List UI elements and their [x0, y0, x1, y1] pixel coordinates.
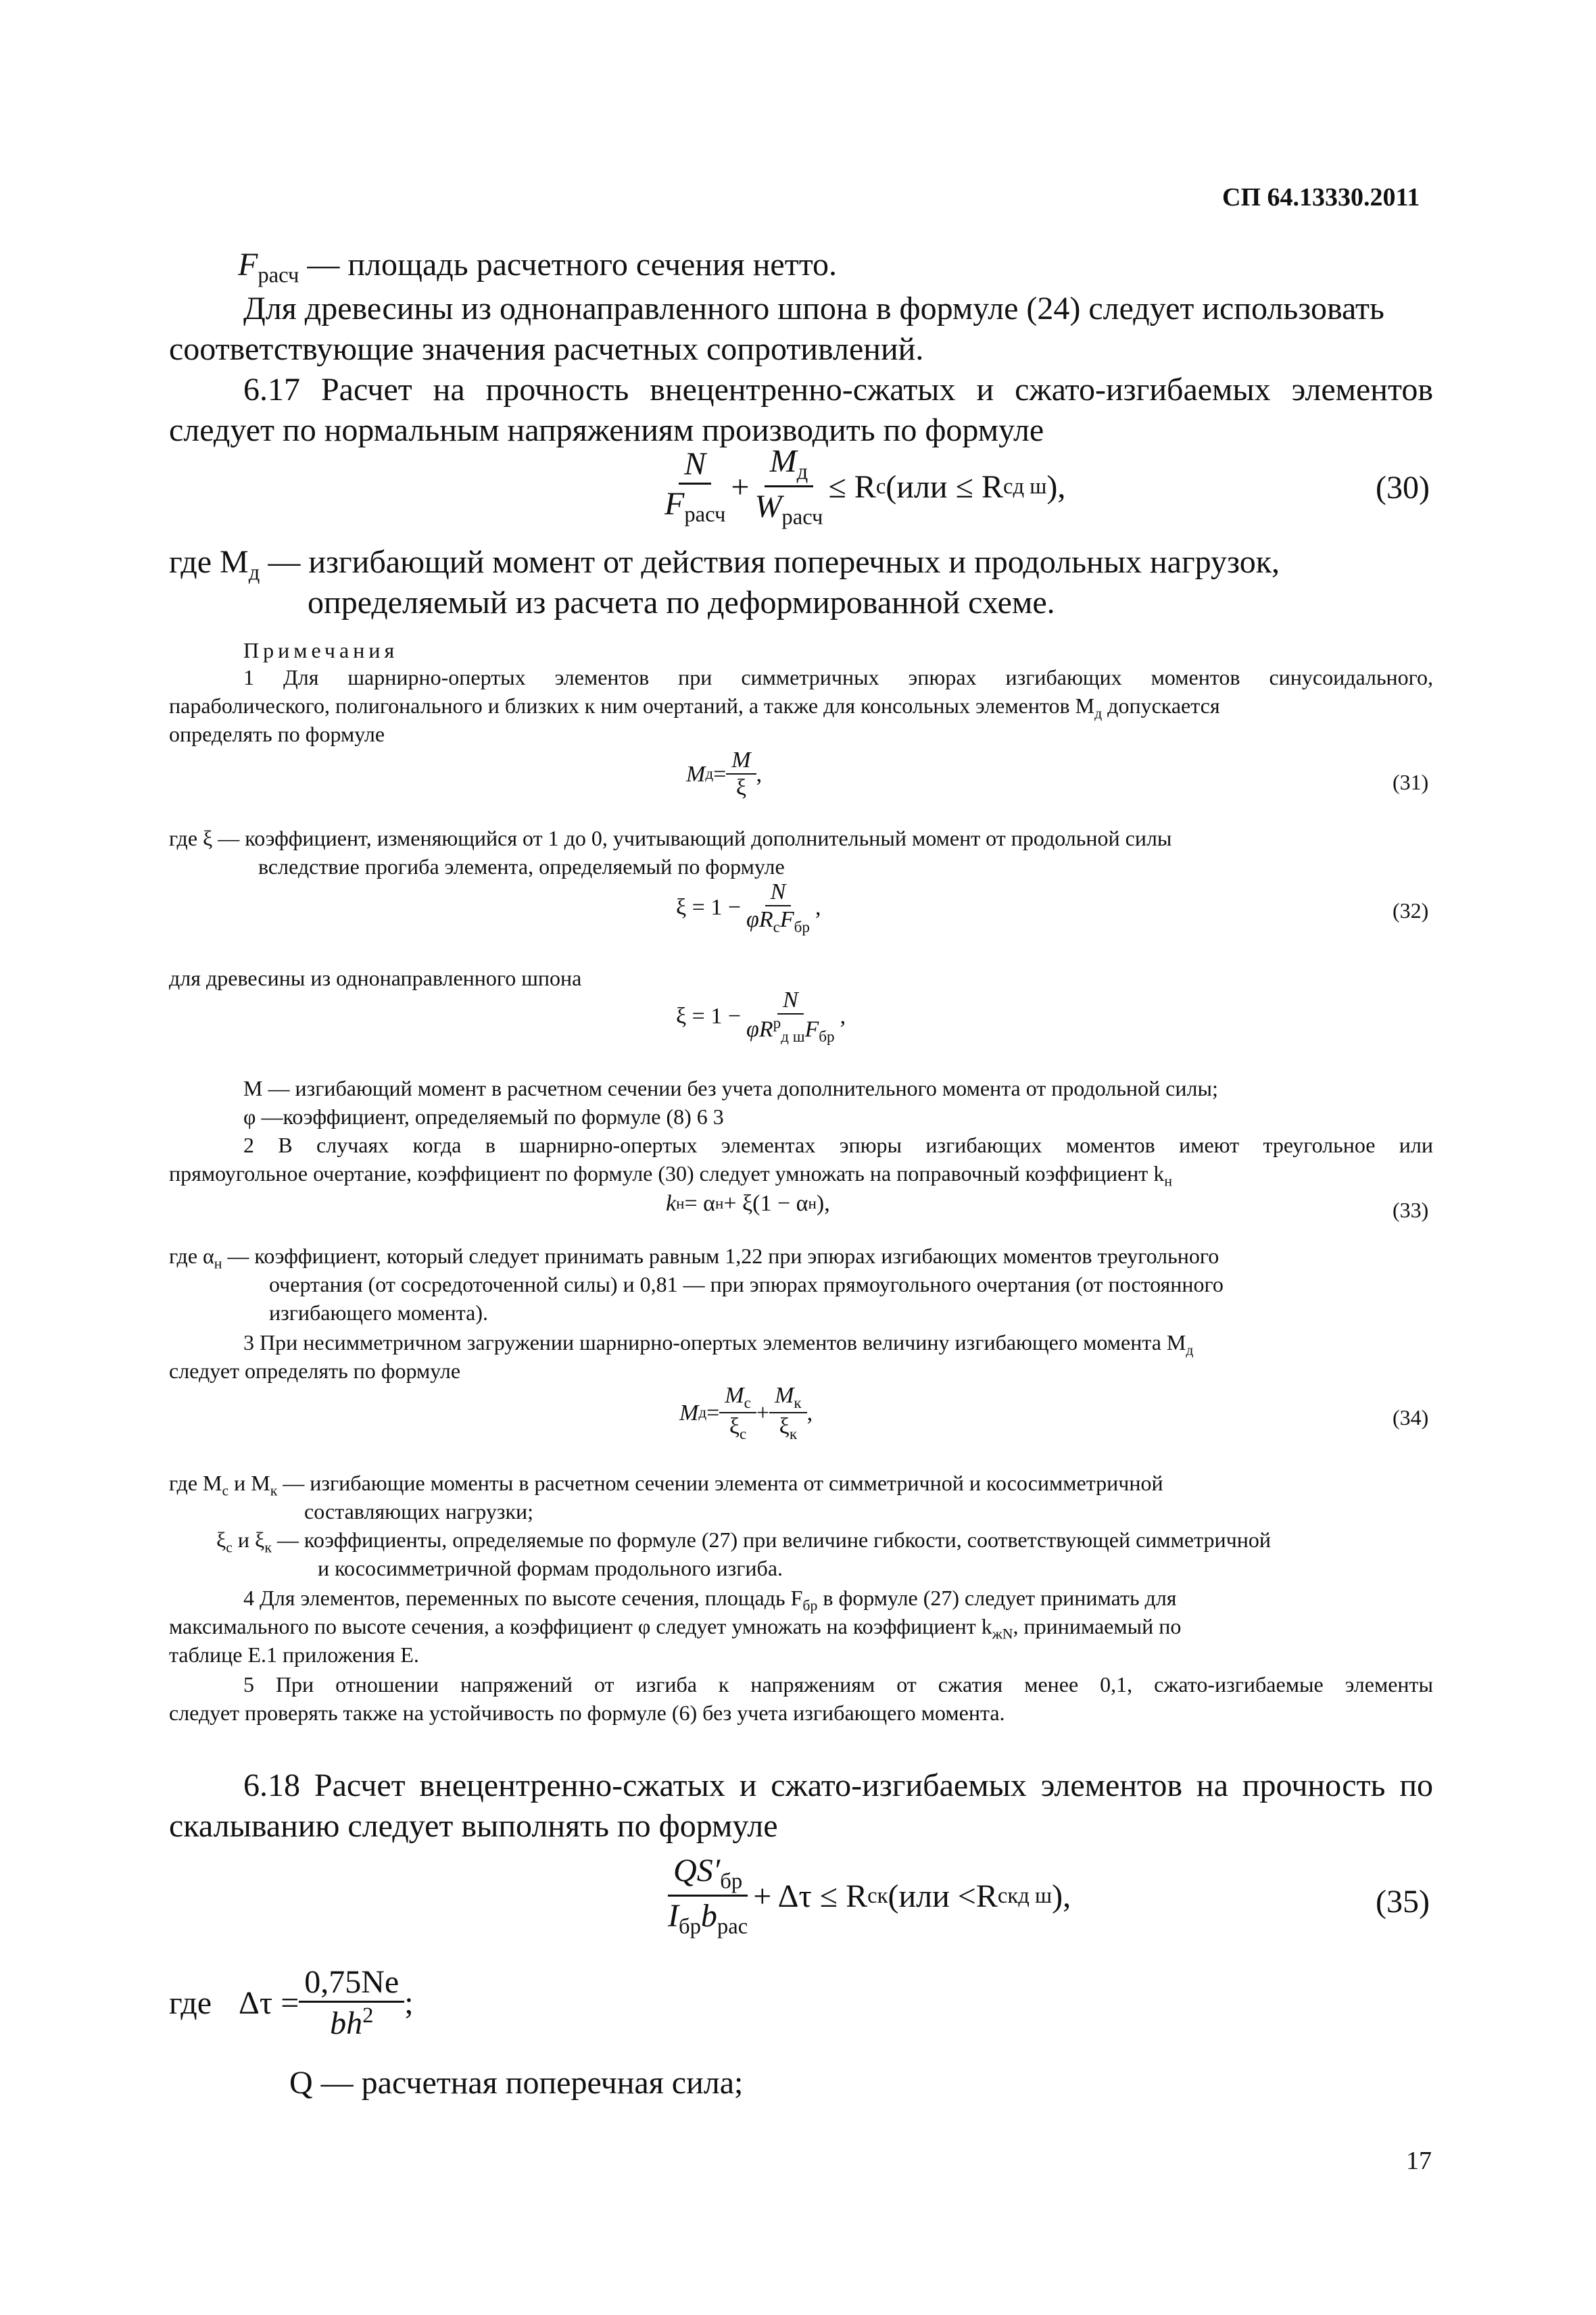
eq33-c: + ξ(1 − α	[723, 1191, 808, 1216]
note1-line2-end: допускается	[1102, 693, 1220, 718]
eq30-W: W	[754, 489, 782, 525]
xi-description-line1: где ξ — коэффициент, изменяющийся от 1 до 0, учитывающий дополнительный момент от продольной силы	[169, 826, 1172, 850]
eq34-plus: +	[756, 1400, 770, 1425]
eq32b-den-a: φR	[746, 1017, 773, 1042]
eq34-num2: M	[775, 1383, 794, 1408]
m-description: M — изгибающий момент в расчетном сечении без учета дополнительного момента от продольной силы;	[243, 1076, 1218, 1100]
note5-line2: следует проверять также на устойчивость по формуле (6) без учета изгибающего момента.	[169, 1701, 1005, 1725]
eq30-M: M	[769, 443, 797, 479]
eq35-den-b: b	[700, 1898, 717, 1934]
note2-line2-text: прямоугольное очертание, коэффициент по формуле (30) следует умножать на поправочный коэффициент k	[169, 1161, 1165, 1186]
fras-subscript: расч	[258, 263, 299, 288]
mc-description-line2: составляющих нагрузки;	[304, 1499, 534, 1524]
veneer-label: для древесины из однонаправленного шпона	[169, 966, 582, 990]
equation-number-35: (35)	[1376, 1884, 1430, 1920]
section-617-line2: следует по нормальным напряжениям производить по формуле	[169, 412, 1044, 448]
note4-line1-sub: бр	[802, 1597, 818, 1614]
eq32-tail: ,	[815, 895, 821, 921]
fraction-m-over-w	[749, 443, 828, 531]
md-text: — изгибающий момент от действия поперечных и продольных нагрузок,	[260, 544, 1280, 580]
phi-description: φ —коэффициент, определяемый по формуле (8) 6 3	[243, 1104, 724, 1129]
xic-sub1: с	[226, 1539, 233, 1556]
note1-line2-text: параболического, полигонального и близких к ним очертаний, а также для консольных элементов M	[169, 693, 1095, 718]
md-prefix: где M	[169, 544, 249, 580]
paragraph-veneer-line1: Для древесины из однонаправленного шпона в формуле (24) следует использовать	[243, 291, 1384, 326]
eq34-fraction2	[769, 1382, 807, 1444]
eq32-den-sub2: бр	[794, 918, 810, 936]
fras-symbol: F	[238, 247, 258, 283]
delta-tau-lhs: Δτ =	[239, 1985, 299, 2022]
eq32b-tail: ,	[840, 1004, 846, 1029]
note1-line1: 1 Для шарнирно-опертых элементов при симметричных эпюрах изгибающих моментов синусоидального,	[243, 665, 1433, 689]
eq30-rhs: ≤ R	[828, 468, 876, 505]
eq33-sub-a: н	[676, 1194, 685, 1213]
fraction-n-over-f	[659, 445, 731, 529]
eq35-close: ),	[1052, 1878, 1071, 1914]
xic-text: — коэффициенты, определяемые по формуле (27) при величине гибкости, соответствующей симметричной	[271, 1528, 1271, 1552]
eq31-lhs: M	[686, 761, 706, 787]
delta-tau-fraction	[299, 1964, 404, 2043]
eq30-M-sub: д	[796, 460, 808, 485]
alpha-prefix: где α	[169, 1244, 214, 1268]
formula-35	[662, 1852, 1071, 1941]
note4-line1-end: в формуле (27) следует принимать для	[817, 1586, 1177, 1610]
md-definition-line2: определяемый из расчета по деформированной схеме.	[308, 585, 1055, 620]
delta-tau-where: где	[169, 1985, 212, 2022]
section-618-line1: 6.18 Расчет внецентренно-сжатых и сжато-изгибаемых элементов на прочность по	[243, 1768, 1433, 1803]
eq34-num1-sub: с	[744, 1394, 751, 1412]
eq32b-lhs: ξ = 1 −	[676, 1004, 742, 1029]
eq33-d: ),	[816, 1191, 830, 1216]
xic-mid: и ξ	[232, 1528, 265, 1552]
eq30-plus: +	[731, 468, 750, 505]
eq35-den-a: I	[668, 1898, 679, 1934]
mc-prefix: где M	[169, 1471, 222, 1495]
page-number: 17	[1406, 2147, 1432, 2175]
eq31-den: ξ	[735, 775, 747, 801]
eq32b-den-sub2: бр	[819, 1028, 835, 1046]
document-code: СП 64.13330.2011	[1222, 183, 1420, 212]
eq30-close: ),	[1046, 468, 1066, 505]
mc-sub1: с	[222, 1482, 229, 1499]
equation-number-30: (30)	[1376, 470, 1430, 506]
formula-33	[666, 1191, 830, 1217]
eq35-alt: (или <R	[888, 1878, 998, 1914]
eq33-sub-b: н	[715, 1194, 724, 1213]
eq34-tail: ,	[806, 1400, 813, 1425]
eq31-tail: ,	[756, 761, 763, 787]
alpha-description-line3: изгибающего момента).	[269, 1300, 489, 1325]
eq34-den2: ξ	[779, 1414, 790, 1440]
note4-line1-text: 4 Для элементов, переменных по высоте сечения, площадь F	[243, 1586, 803, 1610]
eq30-rhs-sub: с	[875, 474, 886, 499]
formula-34	[679, 1382, 813, 1444]
note4-line2-end: , принимаемый по	[1013, 1614, 1182, 1638]
equation-number-31: (31)	[1393, 770, 1429, 794]
formula-32	[676, 879, 821, 937]
mc-sub2: к	[270, 1482, 278, 1499]
note4-line2-sub: жN	[992, 1626, 1013, 1642]
xic-sub2: к	[264, 1539, 272, 1556]
eq32-num: N	[770, 879, 786, 904]
delta-tau-num: 0,75Ne	[304, 1964, 400, 2000]
eq32b-den-sup: р	[773, 1015, 781, 1033]
equation-number-34: (34)	[1393, 1405, 1429, 1430]
eq32-den-sub1: с	[773, 918, 780, 936]
note1-line2-sub: д	[1094, 705, 1103, 722]
note4-line2-text: максимального по высоте сечения, а коэффициент φ следует умножать на коэффициент k	[169, 1614, 992, 1638]
eq33-b: = α	[684, 1191, 715, 1216]
eq31-eq: =	[713, 761, 727, 787]
eq35-alt-sub: д ш	[1018, 1883, 1053, 1908]
eq34-fraction1	[719, 1382, 756, 1444]
eq34-den1-sub: с	[740, 1425, 747, 1444]
eq34-den2-sub: к	[789, 1425, 798, 1444]
note3-line1-sub: д	[1186, 1342, 1194, 1359]
xic-prefix: ξ	[216, 1528, 226, 1552]
formula-30	[659, 443, 1065, 531]
eq34-num2-sub: к	[794, 1394, 802, 1412]
eq35-den-sub1: бр	[678, 1914, 701, 1939]
eq31-lhs-sub: д	[705, 765, 714, 783]
notes-title: Примечания	[243, 638, 399, 662]
eq30-alt-sup: с	[1002, 474, 1013, 499]
eq34-num1: M	[725, 1383, 744, 1408]
mc-mid: и M	[228, 1471, 270, 1495]
xi-description-line2: вследствие прогиба элемента, определяемый по формуле	[258, 854, 785, 879]
paragraph-veneer-line2: соответствующие значения расчетных сопротивлений.	[169, 331, 924, 367]
eq34-lhs-sub: д	[698, 1404, 707, 1422]
formula-31	[686, 747, 762, 802]
delta-tau-den-sup: 2	[362, 2003, 374, 2028]
eq32-lhs: ξ = 1 −	[676, 895, 742, 921]
eq35-rhs-sub: ск	[867, 1883, 888, 1908]
delta-tau-den: bh	[330, 2005, 363, 2042]
eq33-a: k	[666, 1191, 677, 1216]
note4-line3: таблице Е.1 приложения Е.	[169, 1642, 419, 1667]
eq35-num: QS′	[673, 1853, 721, 1888]
eq33-sub-c: н	[808, 1194, 817, 1213]
eq32b-den-sub1: д ш	[781, 1028, 805, 1046]
q-description: Q — расчетная поперечная сила;	[289, 2065, 744, 2101]
eq35-fraction	[662, 1852, 753, 1941]
eq31-fraction	[726, 747, 756, 802]
formula-32-veneer	[676, 987, 846, 1047]
section-617-line1: 6.17 Расчет на прочность внецентренно-сжатых и сжато-изгибаемых элементов	[243, 372, 1433, 408]
alpha-description-line2: очертания (от сосредоточенной силы) и 0,81 — при эпюрах прямоугольного очертания (от постоянного	[269, 1272, 1224, 1296]
eq35-num-sub: бр	[720, 1869, 743, 1894]
note3-line1-text: 3 При несимметричном загружении шарнирно-опертых элементов величину изгибающего момента M	[243, 1330, 1186, 1355]
eq34-lhs: M	[679, 1400, 699, 1425]
eq32b-den-b: F	[804, 1017, 819, 1042]
equation-number-32: (32)	[1393, 898, 1429, 923]
eq30-alt: (или ≤ R	[886, 468, 1003, 505]
fras-text: — площадь расчетного сечения нетто.	[299, 247, 838, 283]
md-sub: д	[248, 560, 260, 585]
eq32-den-a: φR	[746, 907, 773, 933]
eq32-den-b: F	[779, 907, 794, 933]
eq30-alt-sub: д ш	[1013, 474, 1047, 499]
delta-tau-tail: ;	[404, 1985, 414, 2022]
eq34-den1: ξ	[729, 1414, 740, 1440]
eq32b-fraction	[741, 987, 840, 1047]
eq35-den-sub2: рас	[717, 1914, 748, 1939]
equation-number-33: (33)	[1393, 1198, 1429, 1222]
section-618-line2: скалыванию следует выполнять по формуле	[169, 1808, 778, 1844]
eq30-F: F	[664, 486, 685, 522]
note1-line3: определять по формуле	[169, 722, 385, 746]
mc-text: — изгибающие моменты в расчетном сечении элемента от симметричной и кососимметричной	[277, 1471, 1163, 1495]
alpha-sub: н	[214, 1255, 222, 1272]
note2-line2-sub: н	[1164, 1173, 1173, 1190]
note5-line1: 5 При отношении напряжений от изгиба к напряжениям от сжатия менее 0,1, сжато-изгибаемые элементы	[243, 1672, 1433, 1697]
alpha-text: — коэффициент, который следует принимать равным 1,22 при эпюрах изгибающих моментов треугольного	[222, 1244, 1219, 1268]
note2-line1: 2 В случаях когда в шарнирно-опертых элементах эпюры изгибающих моментов имеют треугольное или	[243, 1133, 1433, 1157]
delta-tau-formula	[169, 1964, 414, 2043]
eq35-rhs: + Δτ ≤ R	[753, 1878, 868, 1914]
eq34-eq: =	[706, 1400, 720, 1425]
eq30-W-sub: расч	[781, 505, 823, 530]
eq32b-num: N	[782, 988, 798, 1013]
eq30-N: N	[684, 445, 706, 482]
note3-line2: следует определять по формуле	[169, 1359, 461, 1383]
eq30-F-sub: расч	[684, 502, 726, 527]
eq35-alt-sup: ск	[997, 1883, 1019, 1908]
eq31-num: M	[731, 748, 751, 773]
eq32-fraction	[741, 879, 815, 937]
xic-description-line2: и кососимметричной формам продольного изгиба.	[318, 1556, 783, 1580]
